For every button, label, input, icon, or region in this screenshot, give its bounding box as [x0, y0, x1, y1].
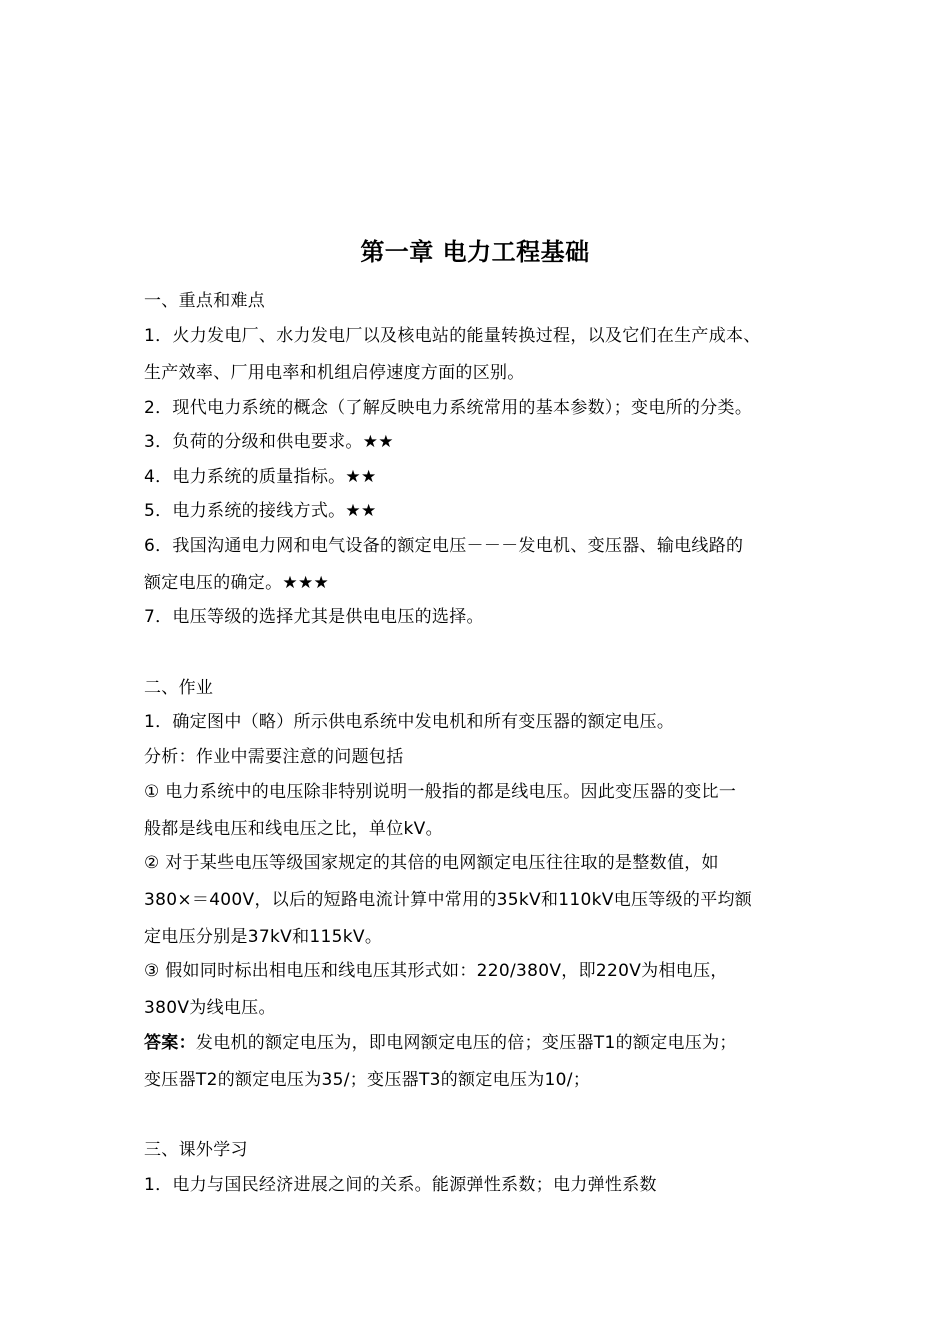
section2-point3-line1: ③ 假如同时标出相电压和线电压其形式如：220/380V，即220V为相电压， — [144, 961, 728, 981]
section2-point2-line2: 380×＝400V，以后的短路电流计算中常用的35kV和110kV电压等级的平均额 — [144, 890, 753, 910]
section2-point1-line1: ① 电力系统中的电压除非特别说明一般指的都是线电压。因此变压器的变比一 — [144, 782, 737, 802]
section2-analysis: 分析：作业中需要注意的问题包括 — [144, 747, 404, 767]
section2-point3-line2: 380V为线电压。 — [144, 998, 276, 1018]
section2-heading: 二、作业 — [144, 678, 214, 698]
section1-item6-line2: 额定电压的确定。★★★ — [144, 573, 330, 593]
section1-item6-line1: 6．我国沟通电力网和电气设备的额定电压－－－发电机、变压器、输电线路的 — [144, 536, 744, 556]
answer-label: 答案： — [144, 1033, 196, 1053]
section1-item3: 3．负荷的分级和供电要求。★★ — [144, 432, 394, 452]
section1-item1-line2: 生产效率、厂用电率和机组启停速度方面的区别。 — [144, 363, 525, 383]
section2-point2-line3: 定电压分别是37kV和115kV。 — [144, 927, 383, 947]
answer-text: 发电机的额定电压为，即电网额定电压的倍；变压器T1的额定电压为； — [195, 1033, 737, 1053]
section3-item1: 1．电力与国民经济进展之间的关系。能源弹性系数；电力弹性系数 — [144, 1175, 657, 1195]
section1-item7: 7．电压等级的选择尤其是供电电压的选择。 — [144, 607, 484, 627]
section2-answer-line1 — [144, 1031, 834, 1055]
section1-item4: 4．电力系统的质量指标。★★ — [144, 467, 377, 487]
section2-point1-line2: 般都是线电压和线电压之比，单位kV。 — [144, 819, 443, 839]
section1-item2: 2．现代电力系统的概念（了解反映电力系统常用的基本参数）；变电所的分类。 — [144, 398, 753, 418]
chapter-title: 第一章 电力工程基础 — [360, 238, 590, 266]
section2-question1: 1．确定图中（略）所示供电系统中发电机和所有变压器的额定电压。 — [144, 712, 675, 732]
section1-heading: 一、重点和难点 — [144, 291, 266, 311]
section1-item5: 5．电力系统的接线方式。★★ — [144, 501, 377, 521]
section3-heading: 三、课外学习 — [144, 1140, 248, 1160]
section2-point2-line1: ② 对于某些电压等级国家规定的其倍的电网额定电压往往取的是整数值，如 — [144, 853, 719, 873]
section1-item1-line1: 1．火力发电厂、水力发电厂以及核电站的能量转换过程，以及它们在生产成本、 — [144, 326, 761, 346]
section2-answer-line2: 变压器T2的额定电压为35/；变压器T3的额定电压为10/； — [144, 1070, 591, 1090]
